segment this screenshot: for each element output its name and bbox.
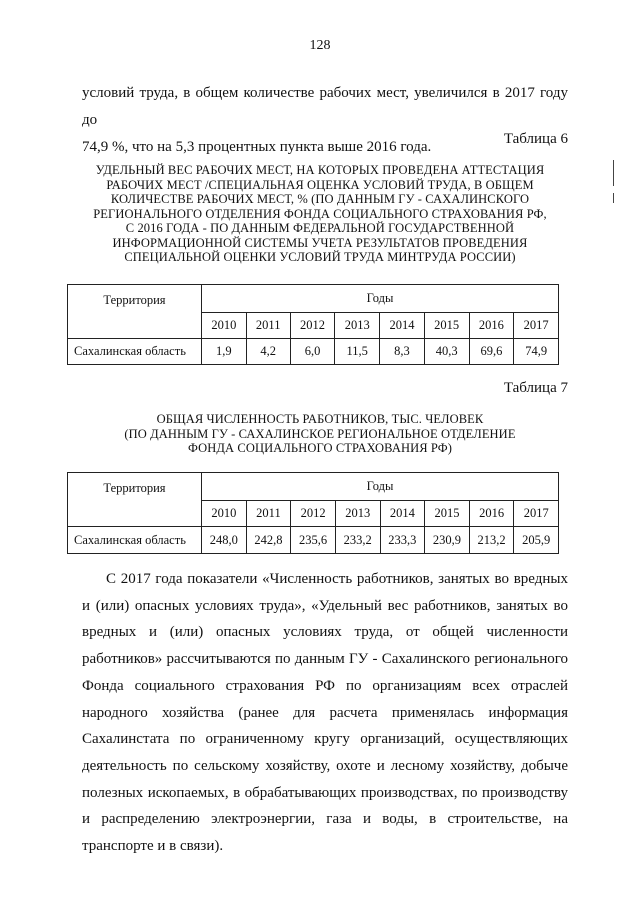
value-cell: 4,2 [246,339,290,365]
year-cell: 2017 [514,313,559,339]
value-cell: 242,8 [246,527,291,554]
year-cell: 2011 [246,501,291,527]
year-cell: 2012 [291,501,336,527]
table6-label: Таблица 6 [503,131,568,147]
caption-line: ОБЩАЯ ЧИСЛЕННОСТЬ РАБОТНИКОВ, ТЫС. ЧЕЛОВЕК [156,412,484,426]
year-cell: 2017 [514,501,559,527]
year-cell: 2013 [335,313,380,339]
caption-line: ФОНДА СОЦИАЛЬНОГО СТРАХОВАНИЯ РФ) [188,441,452,455]
table7 [67,472,559,554]
body-paragraph [82,566,568,860]
value-cell: 74,9 [514,339,559,365]
row-territory-name: Сахалинская область [68,527,202,554]
caption-line: РЕГИОНАЛЬНОГО ОТДЕЛЕНИЯ ФОНДА СОЦИАЛЬНОГО СТРАХОВАНИЯ РФ, [93,206,547,221]
intro-line-2: 74,9 %, что на 5,3 процентных пункта выше 2016 года. [82,139,432,155]
year-cell: 2012 [290,313,335,339]
value-cell: 233,3 [380,527,425,554]
value-cell: 248,0 [202,527,247,554]
caption-line: С 2016 ГОДА - ПО ДАННЫМ ФЕДЕРАЛЬНОЙ ГОСУДАРСТВЕННОЙ [125,221,515,235]
header-years: Годы [202,473,559,501]
table6-caption [60,163,580,265]
value-cell: 11,5 [335,339,380,365]
caption-line: (ПО ДАННЫМ ГУ - САХАЛИНСКОЕ РЕГИОНАЛЬНОЕ ОТДЕЛЕНИЕ [124,426,516,441]
value-cell: 235,6 [291,527,336,554]
value-cell: 40,3 [424,339,469,365]
year-cell: 2016 [469,501,514,527]
caption-line: ИНФОРМАЦИОННОЙ СИСТЕМЫ УЧЕТА РЕЗУЛЬТАТОВ ПРОВЕДЕНИЯ [112,235,528,250]
year-cell: 2010 [202,501,247,527]
value-cell: 230,9 [425,527,470,554]
value-cell: 233,2 [335,527,380,554]
year-cell: 2013 [335,501,380,527]
header-years: Годы [202,285,559,313]
value-cell: 69,6 [469,339,514,365]
table6 [67,284,559,365]
header-territory: Территория [68,473,202,527]
caption-line: КОЛИЧЕСТВЕ РАБОЧИХ МЕСТ, % (ПО ДАННЫМ ГУ - САХАЛИНСКОГО [110,192,530,206]
year-cell: 2015 [424,313,469,339]
caption-line: СПЕЦИАЛЬНОЙ ОЦЕНКИ УСЛОВИЙ ТРУДА МИНТРУДА РОССИИ) [124,250,516,264]
year-cell: 2015 [425,501,470,527]
value-cell: 205,9 [514,527,559,554]
year-cell: 2011 [246,313,290,339]
margin-mark [613,160,614,186]
table7-label: Таблица 7 [503,380,568,396]
value-cell: 6,0 [290,339,335,365]
intro-line-1: условий труда, в общем количестве рабочих мест, увеличился в 2017 году до [82,85,568,128]
page-number: 128 [309,38,331,53]
table7-caption [60,412,580,456]
year-cell: 2014 [380,313,425,339]
year-cell: 2014 [380,501,425,527]
caption-line: УДЕЛЬНЫЙ ВЕС РАБОЧИХ МЕСТ, НА КОТОРЫХ ПРОВЕДЕНА АТТЕСТАЦИЯ [95,163,545,177]
intro-paragraph [82,80,568,161]
row-territory-name: Сахалинская область [68,339,202,365]
margin-mark [613,193,614,203]
year-cell: 2016 [469,313,514,339]
header-territory: Территория [68,285,202,339]
caption-line: РАБОЧИХ МЕСТ /СПЕЦИАЛЬНАЯ ОЦЕНКА УСЛОВИЙ ТРУДА, В ОБЩЕМ [106,177,534,192]
value-cell: 213,2 [469,527,514,554]
year-cell: 2010 [202,313,247,339]
value-cell: 8,3 [380,339,425,365]
value-cell: 1,9 [202,339,247,365]
body-paragraph-text: С 2017 года показатели «Численность работников, занятых во вредных и (или) опасных условиях труда», «Удельный вес работников, занятых во вредных и (или) опасных условиях труда, от общей численности работников» рассчитываются по данным ГУ - Сахалинского регионального Фонда социального страхования РФ по организациям всех отраслей народного хозяйства (ранее для расчета применялась информация Сахалинстата по ограниченному кругу организаций, осуществляющих деятельность по сельскому хозяйству, охоте и лесному хозяйству, добыче полезных ископаемых, в обрабатывающих производствах, по производству и распределению электроэнергии, газа и воды, в строительстве, на транспорте и в связи). [82,571,568,855]
